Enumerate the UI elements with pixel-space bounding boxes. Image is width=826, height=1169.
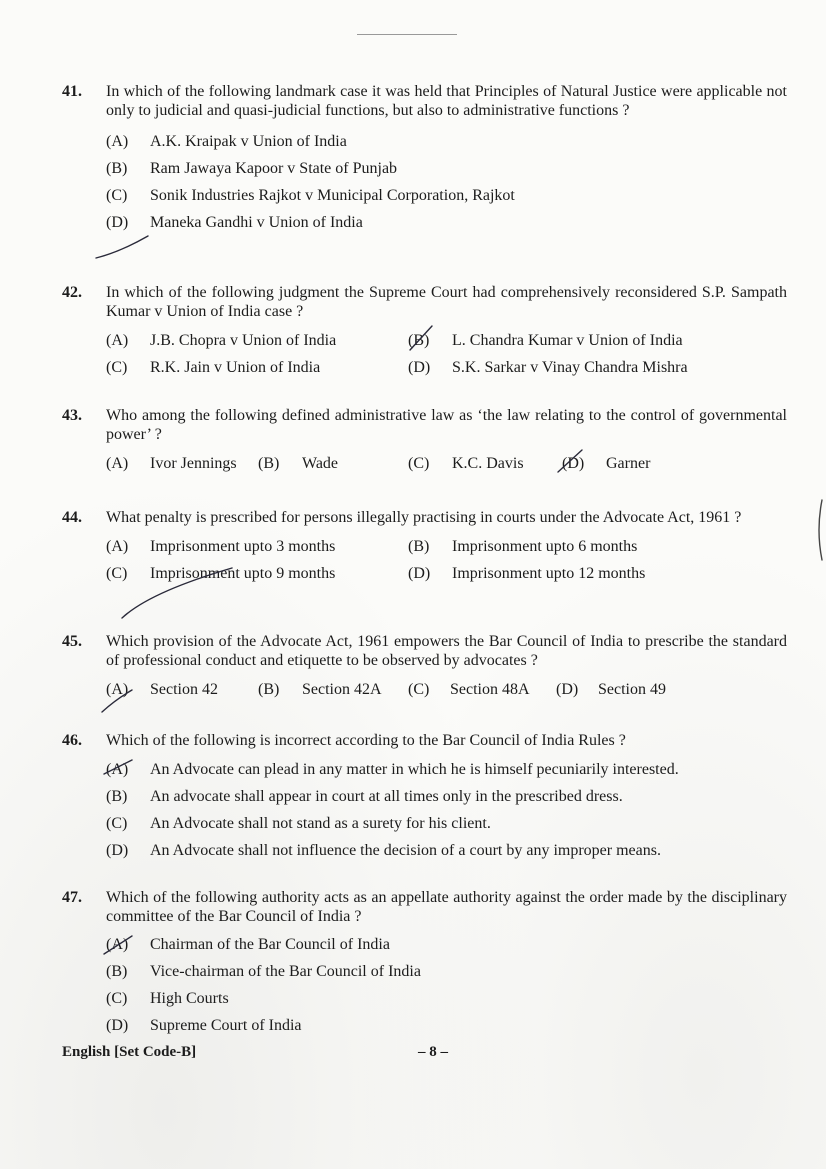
question-number: 41.	[62, 83, 82, 100]
question-text: Which provision of the Advocate Act, 1961 empowers the Bar Council of India to prescribe the standard of professional conduct and etiquette to be observed by advocates ?	[106, 633, 787, 669]
option-c[interactable]: (C) Imprisonment upto 9 months	[106, 564, 336, 582]
question-number: 46.	[62, 732, 82, 749]
question-46	[62, 731, 787, 864]
option-a[interactable]: (A) Imprisonment upto 3 months	[106, 537, 336, 555]
option-d[interactable]: (D) Supreme Court of India	[106, 1016, 302, 1034]
question-44	[62, 508, 787, 587]
option-d[interactable]: (D) Garner	[562, 454, 651, 472]
option-d[interactable]: (D) Imprisonment upto 12 months	[408, 564, 646, 582]
option-a[interactable]: (A) An Advocate can plead in any matter in which he is himself pecuniarily interested.	[106, 760, 679, 778]
question-text: What penalty is prescribed for persons illegally practising in courts under the Advocate Act, 1961 ?	[106, 509, 742, 526]
question-text: In which of the following landmark case it was held that Principles of Natural Justice were applicable not only to judicial and quasi-judicial functions, but also to administrative functions ?	[106, 83, 787, 119]
question-47	[62, 888, 787, 1039]
option-c[interactable]: (C) An Advocate shall not stand as a surety for his client.	[106, 814, 491, 832]
question-number: 44.	[62, 509, 82, 526]
option-d[interactable]: (D) An Advocate shall not influence the decision of a court by any improper means.	[106, 841, 661, 859]
option-b[interactable]: (B) Section 42A	[258, 680, 382, 698]
page-number: – 8 –	[418, 1044, 448, 1060]
option-b[interactable]: (B) An advocate shall appear in court at all times only in the prescribed dress.	[106, 787, 623, 805]
option-d[interactable]: (D) Maneka Gandhi v Union of India	[106, 213, 363, 231]
option-a[interactable]: (A) A.K. Kraipak v Union of India	[106, 132, 347, 150]
option-b[interactable]: (B) Imprisonment upto 6 months	[408, 537, 638, 555]
top-divider	[357, 34, 457, 35]
option-d[interactable]: (D) S.K. Sarkar v Vinay Chandra Mishra	[408, 358, 688, 376]
option-b[interactable]: (B) L. Chandra Kumar v Union of India	[408, 331, 683, 349]
option-c[interactable]: (C) High Courts	[106, 989, 229, 1007]
question-41	[62, 82, 787, 236]
question-43	[62, 406, 787, 477]
option-b[interactable]: (B) Wade	[258, 454, 339, 472]
question-text: Which of the following is incorrect according to the Bar Council of India Rules ?	[106, 732, 626, 749]
question-text: In which of the following judgment the Supreme Court had comprehensively reconsidered S.P. Sampath Kumar v Union of India case ?	[106, 284, 787, 320]
question-text: Which of the following authority acts as an appellate authority against the order made by the disciplinary committee of the Bar Council of India ?	[106, 889, 787, 925]
option-b[interactable]: (B) Ram Jawaya Kapoor v State of Punjab	[106, 159, 398, 177]
option-c[interactable]: (C) Section 48A	[408, 680, 530, 698]
option-d[interactable]: (D) Section 49	[556, 680, 666, 698]
question-text: Who among the following defined administrative law as ‘the law relating to the control of governmental power’ ?	[106, 407, 787, 443]
answer-mark-41	[96, 236, 148, 258]
option-c[interactable]: (C) K.C. Davis	[408, 454, 524, 472]
question-45	[62, 632, 787, 703]
option-b[interactable]: (B) Vice-chairman of the Bar Council of India	[106, 962, 421, 980]
question-number: 45.	[62, 633, 82, 650]
question-number: 47.	[62, 889, 82, 906]
option-c[interactable]: (C) R.K. Jain v Union of India	[106, 358, 321, 376]
option-a[interactable]: (A) Section 42	[106, 680, 218, 698]
question-number: 43.	[62, 407, 82, 424]
question-number: 42.	[62, 284, 82, 301]
option-a[interactable]: (A) Chairman of the Bar Council of India	[106, 935, 390, 953]
question-42	[62, 283, 787, 381]
option-a[interactable]: (A) Ivor Jennings	[106, 454, 237, 472]
option-a[interactable]: (A) J.B. Chopra v Union of India	[106, 331, 337, 349]
option-c[interactable]: (C) Sonik Industries Rajkot v Municipal Corporation, Rajkot	[106, 186, 515, 204]
set-code-footer: English [Set Code-B]	[62, 1044, 197, 1060]
